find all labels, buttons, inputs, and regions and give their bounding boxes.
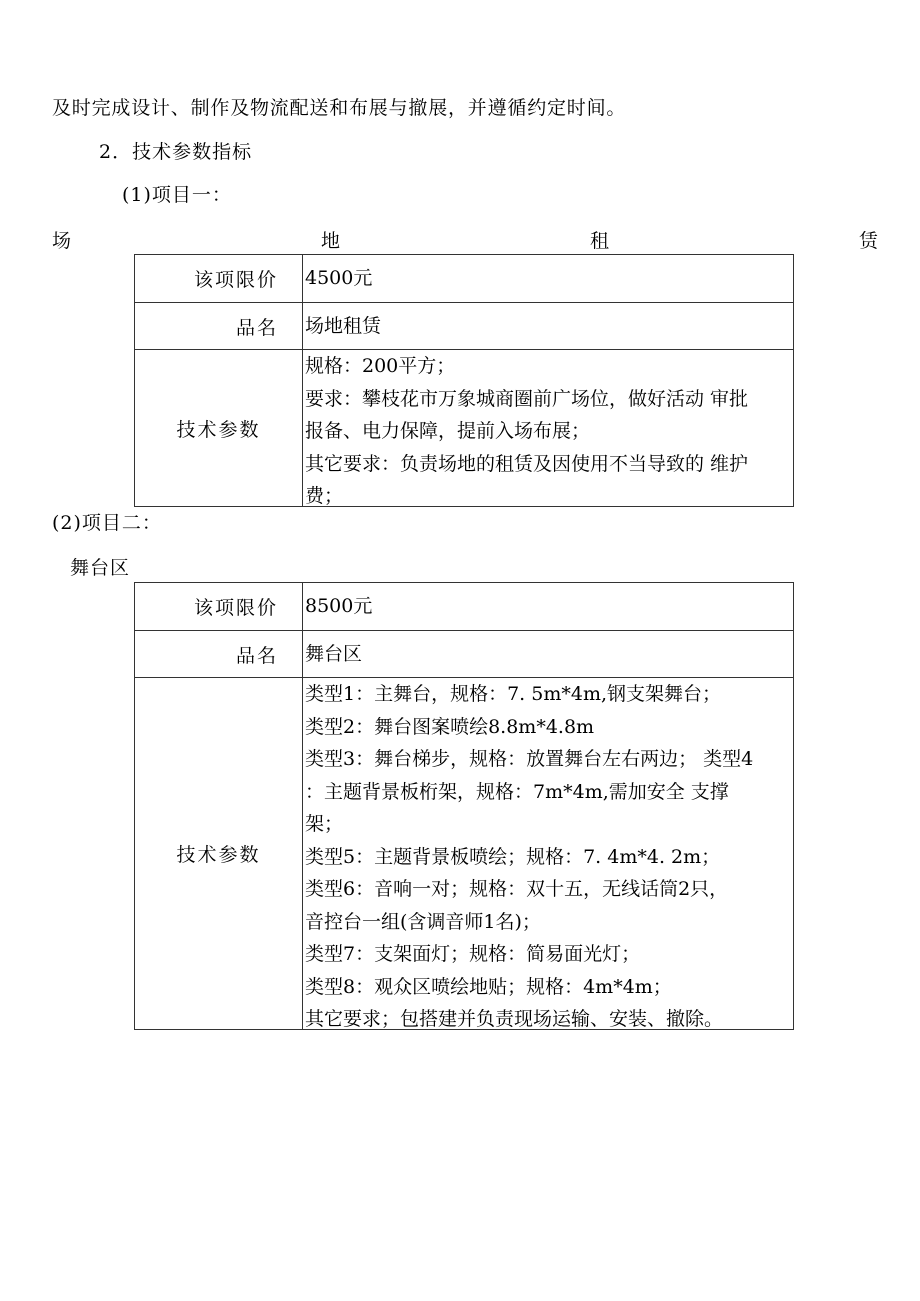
table-row: [135, 255, 794, 303]
tech-param-line: ：主题背景板桁架，规格：7m*4m,需加安全 支撑: [305, 780, 729, 803]
tech-param-line: 音控台一组(含调音师1名)；: [305, 910, 541, 933]
table-row: [135, 631, 794, 678]
item2-label: (2)项目二：: [52, 512, 162, 534]
tech-param-line: 其它要求：负责场地的租赁及因使用不当导致的 维护: [305, 452, 749, 475]
price-limit-label: 该项限价: [135, 583, 303, 631]
tech-param-line: 架；: [305, 813, 344, 835]
price-limit-value: 4500元: [303, 255, 794, 303]
tech-params-value: [303, 678, 794, 1030]
tech-param-line: 类型5：主题背景板喷绘；规格：7. 4m*4. 2m；: [305, 845, 721, 868]
item2-spec-table: [134, 582, 794, 1030]
tech-param-line: 类型6：音响一对；规格：双十五，无线话筒2只，: [305, 878, 729, 900]
tech-param-line: 类型7：支架面灯；规格：简易面光灯；: [305, 943, 641, 965]
table-row: [135, 303, 794, 350]
tech-param-line: 类型3：舞台梯步，规格：放置舞台左右两边； 类型4: [305, 748, 754, 770]
tech-param-line: 费；: [305, 485, 344, 506]
item1-label: (1)项目一：: [122, 184, 232, 206]
price-limit-label: 该项限价: [135, 255, 303, 303]
item1-title-char: 场: [52, 230, 72, 252]
tech-param-line: 类型1：主舞台，规格：7. 5m*4m,钢支架舞台；: [305, 683, 722, 705]
table-row: [135, 678, 794, 1030]
tech-params-value: [303, 350, 794, 507]
tech-param-line: 要求：攀枝花市万象城商圈前广场位，做好活动 审批: [305, 387, 749, 410]
tech-param-line: 报备、电力保障，提前入场布展；: [305, 420, 591, 442]
item1-title-char: 租: [589, 230, 609, 252]
tech-param-line: 类型8：观众区喷绘地贴；规格：4m*4m；: [305, 975, 672, 998]
item1-justified-title: [52, 229, 878, 253]
tech-param-line: 类型2：舞台图案喷绘8.8m*4.8m: [305, 715, 595, 738]
intro-paragraph: 及时完成设计、制作及物流配送和布展与撤展，并遵循约定时间。: [52, 97, 627, 119]
item1-spec-table: [134, 254, 794, 507]
tech-param-line: 其它要求；包搭建并负责现场运输、安装、撤除。: [305, 1008, 724, 1029]
product-name-value: 舞台区: [303, 631, 794, 678]
tech-params-label: 技术参数: [135, 678, 303, 1030]
table-row: [135, 583, 794, 631]
table-row: [135, 350, 794, 507]
item1-title-char: 赁: [858, 230, 878, 252]
tech-params-label: 技术参数: [135, 350, 303, 507]
product-name-value: 场地租赁: [303, 303, 794, 350]
item1-title-char: 地: [320, 230, 340, 252]
price-limit-value: 8500元: [303, 583, 794, 631]
item2-sub-label: 舞台区: [70, 557, 131, 579]
product-name-label: 品名: [135, 631, 303, 678]
tech-param-line: 规格：200平方；: [305, 355, 456, 377]
section-heading: 2．技术参数指标: [99, 141, 253, 163]
product-name-label: 品名: [135, 303, 303, 350]
